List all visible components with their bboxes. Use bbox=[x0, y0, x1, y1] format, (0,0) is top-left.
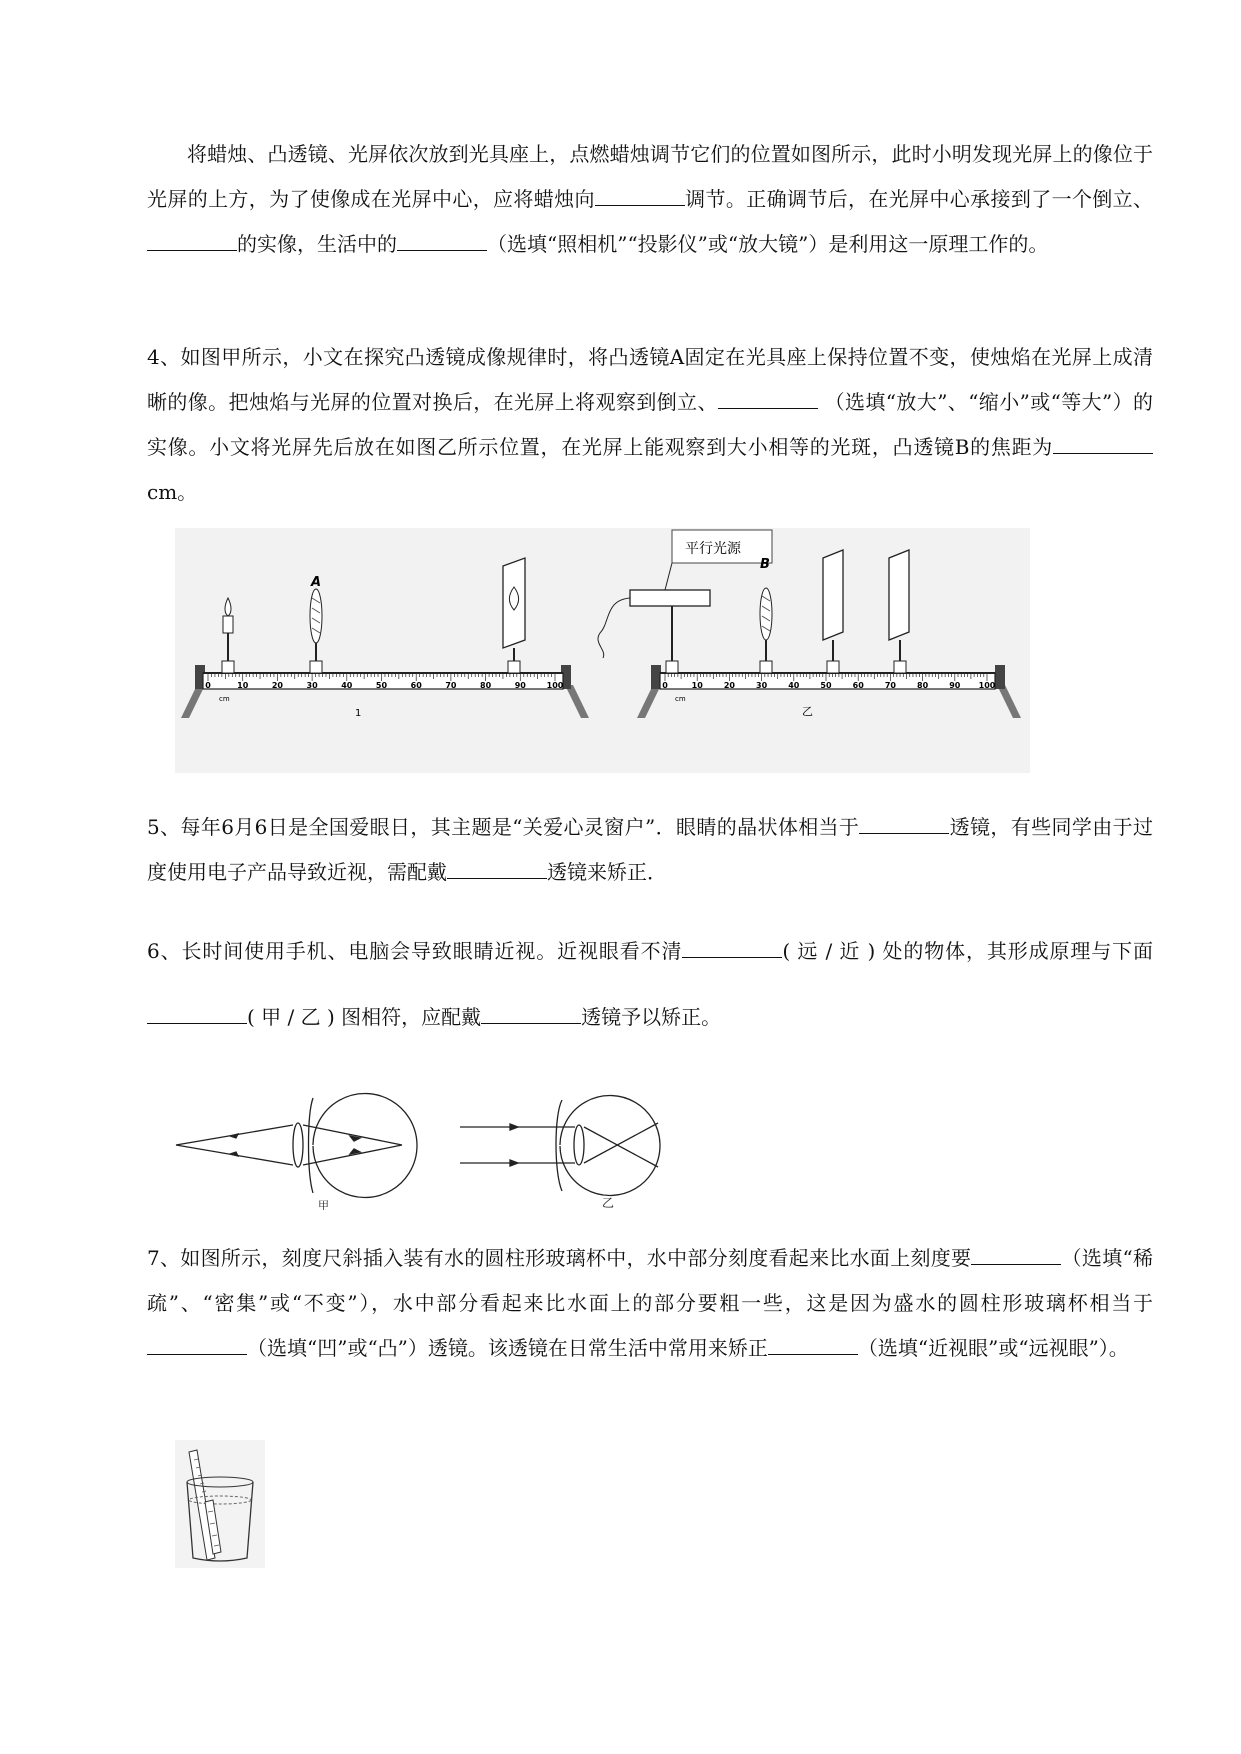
ruler-label: 20 bbox=[723, 681, 735, 690]
holder bbox=[222, 661, 234, 673]
q6-sentence-1: 6、长时间使用手机、电脑会导致眼睛近视。近视眼看不清 bbox=[147, 939, 683, 963]
holder bbox=[508, 661, 520, 673]
caption-left: 1 bbox=[355, 708, 362, 719]
q6-sentence-2: ( 远 / 近 ) 处的物体，其形成原理与下面 bbox=[782, 939, 1153, 963]
candle bbox=[223, 616, 233, 633]
lens-b bbox=[760, 588, 772, 640]
lens-b-label: B bbox=[760, 557, 770, 572]
answer-blank[interactable] bbox=[682, 933, 782, 958]
leader-line bbox=[665, 563, 672, 590]
ruler-label: 50 bbox=[820, 681, 832, 690]
label-jia: 甲 bbox=[318, 1199, 329, 1210]
ruler-label: 20 bbox=[271, 681, 283, 690]
holder bbox=[894, 661, 906, 673]
ruler-label: 80 bbox=[917, 681, 929, 690]
ruler-label: 90 bbox=[949, 681, 961, 690]
answer-blank[interactable] bbox=[147, 999, 247, 1024]
holder bbox=[760, 661, 772, 673]
q5-sentence-2: 透镜，有些同学由于过度使用电子产品导致近视，需配戴 bbox=[147, 815, 1154, 884]
ruler-label: 70 bbox=[884, 681, 896, 690]
ruler-label: 50 bbox=[375, 681, 388, 690]
arrow-icon bbox=[230, 1152, 238, 1156]
ruler-label: 0 bbox=[662, 681, 668, 690]
answer-blank[interactable] bbox=[859, 809, 949, 834]
answer-blank[interactable] bbox=[481, 999, 581, 1024]
eye-diagram-jia bbox=[176, 1094, 417, 1211]
optical-bench-figure bbox=[175, 528, 1030, 773]
q7-sentence-4: （选填“近视眼”或“远视眼”）。 bbox=[857, 1336, 1129, 1360]
bench-leg bbox=[637, 685, 661, 718]
answer-blank[interactable] bbox=[447, 854, 547, 879]
bench-leg bbox=[997, 685, 1021, 718]
ruler-label: 60 bbox=[410, 681, 422, 690]
eye-diagrams bbox=[170, 1085, 690, 1210]
ruler-label: 40 bbox=[788, 681, 800, 690]
question-4-text bbox=[147, 335, 1153, 515]
lens-a-label: A bbox=[311, 575, 322, 590]
question-6-text bbox=[147, 918, 1153, 1050]
holder bbox=[827, 661, 839, 673]
bench-leg bbox=[565, 685, 589, 718]
answer-blank[interactable] bbox=[1053, 429, 1153, 454]
label-yi: 乙 bbox=[602, 1196, 615, 1210]
q6-sentence-3: ( 甲 / 乙 ) 图相符，应配戴 bbox=[247, 1005, 482, 1029]
bench-right bbox=[598, 530, 1021, 718]
q3-sentence-1: 将蜡烛、凸透镜、光屏依次放到光具座上，点燃蜡烛调节它们的位置如图所示，此时小明发现光屏上的像位于光屏的上方，为了使像成在光屏中心，应将蜡烛向 bbox=[147, 142, 1153, 211]
q3-sentence-3: 的实像，生活中的 bbox=[237, 232, 397, 256]
glass-ruler-figure bbox=[175, 1440, 265, 1568]
ruler-label: 0 bbox=[205, 681, 211, 690]
bench-left bbox=[181, 558, 589, 719]
eye-diagram-yi bbox=[460, 1096, 660, 1211]
ruler-label: 100 bbox=[546, 681, 564, 690]
answer-blank[interactable] bbox=[397, 226, 487, 251]
cornea bbox=[309, 1098, 314, 1193]
answer-blank[interactable] bbox=[147, 1330, 247, 1355]
light-source-label: 平行光源 bbox=[685, 541, 741, 557]
arrow-icon bbox=[230, 1134, 238, 1138]
q5-sentence-3: 透镜来矫正． bbox=[547, 860, 667, 884]
answer-blank[interactable] bbox=[971, 1240, 1061, 1265]
holder bbox=[310, 661, 322, 673]
ruler-label: 70 bbox=[445, 681, 457, 690]
bench-leg bbox=[181, 685, 205, 718]
question-5-text bbox=[147, 805, 1153, 895]
holder bbox=[666, 661, 678, 673]
ruler-label: 90 bbox=[514, 681, 526, 690]
eye-diagrams-figure bbox=[170, 1085, 690, 1210]
screen bbox=[889, 550, 909, 640]
eyeball bbox=[560, 1096, 660, 1196]
arrow-icon bbox=[510, 1160, 518, 1166]
unit-label: cm bbox=[219, 695, 230, 703]
ruler-label: 60 bbox=[852, 681, 864, 690]
ruler-label: 80 bbox=[480, 681, 492, 690]
ruler-label: 30 bbox=[306, 681, 318, 690]
q7-sentence-2: （选填“稀疏”、“密集”或“不变”），水中部分看起来比水面上的部分要粗一些，这是因为盛水的圆柱形玻璃杯相当于 bbox=[147, 1246, 1153, 1315]
bench-end bbox=[995, 665, 1005, 689]
answer-blank[interactable] bbox=[768, 1330, 858, 1355]
answer-blank[interactable] bbox=[595, 181, 685, 206]
screen bbox=[823, 550, 843, 640]
answer-blank[interactable] bbox=[718, 384, 818, 409]
optical-bench-diagram bbox=[175, 528, 1030, 773]
q4-sentence-1: 4、如图甲所示，小文在探究凸透镜成像规律时，将凸透镜A固定在光具座上保持位置不变，使烛焰在光屏上成清晰的像。把烛焰与光屏的位置对换后，在光屏上将观察到倒立、 bbox=[147, 345, 1153, 414]
q4-sentence-3: cm。 bbox=[147, 480, 198, 504]
ruler-label: 10 bbox=[691, 681, 703, 690]
glass-with-ruler bbox=[175, 1440, 265, 1568]
q3-sentence-2: 调节。正确调节后，在光屏中心承接到了一个倒立、 bbox=[684, 187, 1154, 211]
ruler-label: 100 bbox=[978, 681, 996, 690]
ruler-label: 30 bbox=[756, 681, 768, 690]
crystalline-lens bbox=[574, 1125, 584, 1165]
q4-sentence-2: （选填“放大”、“缩小”或“等大”）的实像。小文将光屏先后放在如图乙所示位置，在光屏上能观察到大小相等的光斑，凸透镜B的焦距为 bbox=[147, 390, 1153, 459]
cornea bbox=[556, 1100, 562, 1191]
q3-sentence-4: （选填“照相机”“投影仪”或“放大镜”）是利用这一原理工作的。 bbox=[487, 232, 1049, 256]
unit-label: cm bbox=[675, 695, 686, 703]
ruler-label: 10 bbox=[237, 681, 249, 690]
ruler-label: 40 bbox=[341, 681, 353, 690]
question-3-text bbox=[147, 132, 1153, 267]
q7-sentence-1: 7、如图所示，刻度尺斜插入装有水的圆柱形玻璃杯中，水中部分刻度看起来比水面上刻度要 bbox=[147, 1246, 972, 1270]
light-source bbox=[630, 590, 710, 606]
power-cord bbox=[598, 598, 630, 658]
q7-sentence-3: （选填“凹”或“凸”）透镜。该透镜在日常生活中常用来矫正 bbox=[247, 1336, 768, 1360]
q6-sentence-4: 透镜予以矫正。 bbox=[581, 1005, 722, 1029]
flame-icon bbox=[225, 598, 231, 616]
q5-sentence-1: 5、每年6月6日是全国爱眼日，其主题是“关爱心灵窗户”．眼睛的晶状体相当于 bbox=[147, 815, 860, 839]
caption-right: 乙 bbox=[802, 705, 813, 718]
crystalline-lens bbox=[293, 1123, 303, 1167]
lens-a bbox=[310, 589, 322, 643]
question-7-text bbox=[147, 1236, 1153, 1371]
arrow-icon bbox=[510, 1124, 518, 1130]
answer-blank[interactable] bbox=[147, 226, 237, 251]
